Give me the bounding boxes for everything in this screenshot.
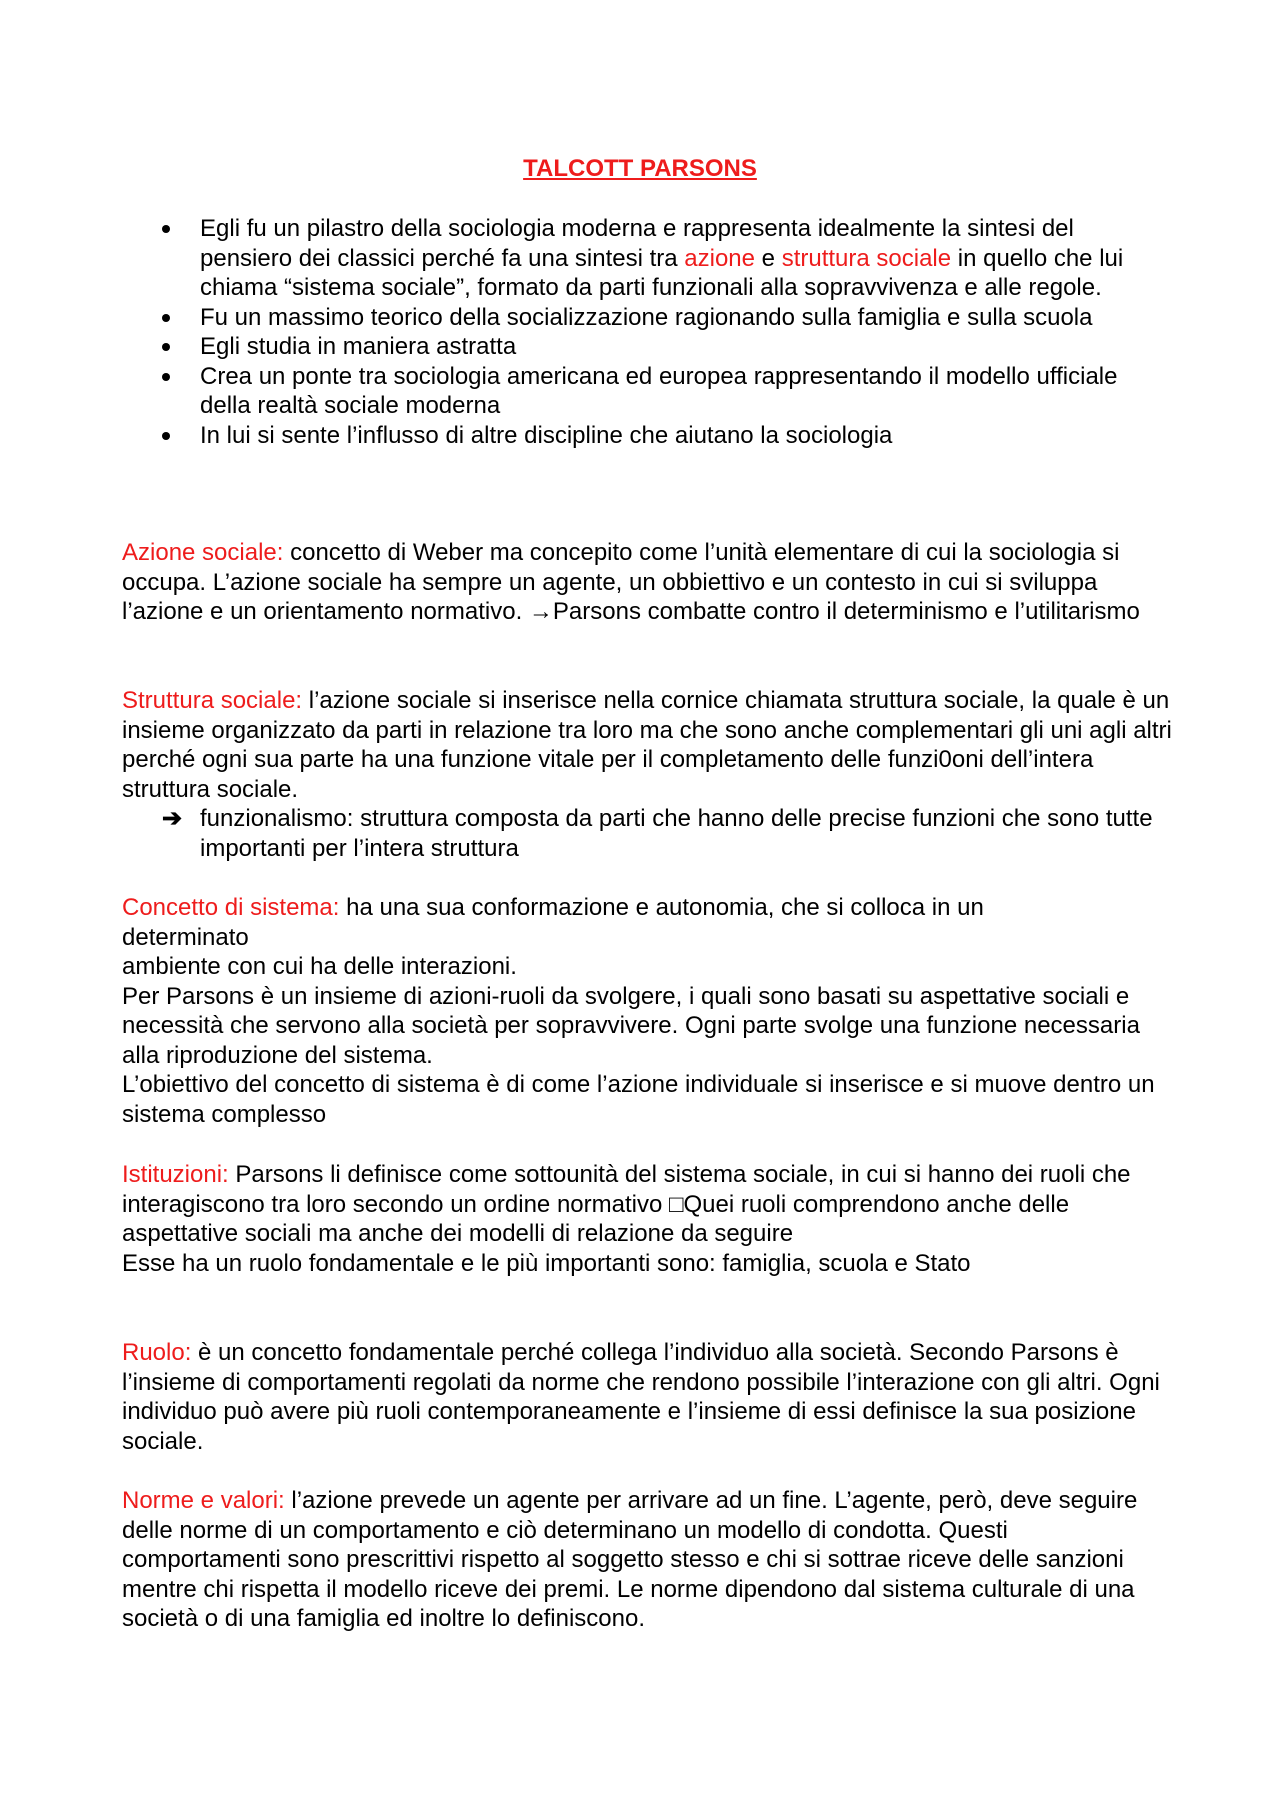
section-concetto-sistema: Concetto di sistema: ha una sua conformazione e autonomia, che si colloca in un determinato ambiente con cui ha delle interazioni. Per Parsons è un insieme di azioni-ruoli da svolgere, i quali sono basati su aspettative sociali e necessità che servono alla società per sopravvivere. Ogni parte svolge una funzione necessaria alla riproduzione del sistema. L’obiettivo del concetto di sistema è di come l’azione individuale si inserisce e si muove dentro un sistema complesso xyxy=(122,894,1155,1128)
section-label: Struttura sociale: xyxy=(122,687,303,714)
bullet-icon xyxy=(162,343,170,351)
section-istituzioni: Istituzioni: Parsons li definisce come sottounità del sistema sociale, in cui si hanno dei ruoli che interagiscono tra loro secondo un ordine normativo □Quei ruoli comprendono anche delle aspettative sociali ma anche dei modelli di relazione da seguire Esse ha un ruolo fondamentale e le più importanti sono: famiglia, scuola e Stato xyxy=(122,1161,1131,1277)
list-item: Fu un massimo teorico della socializzazione ragionando sulla famiglia e sulla scuola xyxy=(122,303,1172,333)
page-title: TALCOTT PARSONS xyxy=(523,155,757,182)
highlight-term: azione xyxy=(684,244,755,272)
section-label: Azione sociale: xyxy=(122,539,284,566)
section-label: Norme e valori: xyxy=(122,1487,285,1514)
section-label: Concetto di sistema: xyxy=(122,894,340,921)
arrow-item: ➔ funzionalismo: struttura composta da parti che hanno delle precise funzioni che sono tutte importanti per l’intera struttura xyxy=(162,805,1153,862)
bullet-icon xyxy=(162,225,170,233)
section-norme-valori: Norme e valori: l’azione prevede un agente per arrivare ad un fine. L’agente, però, deve seguire delle norme di un comportamento e ciò determinano un modello di condotta. Questi comportamenti sono prescrittivi rispetto al soggetto stesso e chi si sottrae riceve delle sanzioni mentre chi rispetta il modello riceve dei premi. Le norme dipendono dal sistema culturale di una società o di una famiglia ed inoltre lo definiscono. xyxy=(122,1487,1138,1632)
arrow-bullet-icon: ➔ xyxy=(162,805,183,832)
list-item: Crea un ponte tra sociologia americana ed europea rappresentando il modello ufficiale della realtà sociale moderna xyxy=(122,362,1172,421)
bullet-icon xyxy=(162,432,170,440)
section-struttura-sociale: Struttura sociale: l’azione sociale si inserisce nella cornice chiamata struttura sociale, la quale è un insieme organizzato da parti in relazione tra loro ma che sono anche complementari gli uni agli altri perché ogni sua parte ha una funzione vitale per il completamento delle funzi0oni dell’intera struttura sociale. ➔ funzionalismo: struttura composta da parti che hanno delle precise funzioni che sono tutte importanti per l’intera struttura xyxy=(122,687,1172,862)
section-label: Ruolo: xyxy=(122,1339,192,1366)
list-item: Egli studia in maniera astratta xyxy=(122,332,1172,362)
highlight-term: struttura sociale xyxy=(781,244,952,272)
list-item: In lui si sente l’influsso di altre discipline che aiutano la sociologia xyxy=(122,421,1172,451)
section-azione-sociale: Azione sociale: concetto di Weber ma concepito come l’unità elementare di cui la sociologia si occupa. L’azione sociale ha sempre un agente, un obbiettivo e un contesto in cui si sviluppa l’azione e un orientamento normativo. →Parsons combatte contro il determinismo e l’utilitarismo xyxy=(122,539,1140,625)
bullet-icon xyxy=(162,373,170,381)
bullet-icon xyxy=(162,314,170,322)
bullet-list xyxy=(122,214,1172,450)
section-label: Istituzioni: xyxy=(122,1161,229,1188)
list-item: Egli fu un pilastro della sociologia moderna e rappresenta idealmente la sintesi del pensiero dei classici perché fa una sintesi tra azione e struttura sociale in quello che lui chiama “sistema sociale”, formato da parti funzionali alla sopravvivenza e alle regole. xyxy=(122,214,1172,303)
right-arrow-icon: → xyxy=(528,598,553,625)
section-ruolo: Ruolo: è un concetto fondamentale perché collega l’individuo alla società. Secondo Parsons è l’insieme di comportamenti regolati da norme che rendono possibile l’interazione con gli altri. Ogni individuo può avere più ruoli contemporaneamente e l’insieme di essi definisce la sua posizione sociale. xyxy=(122,1339,1160,1455)
